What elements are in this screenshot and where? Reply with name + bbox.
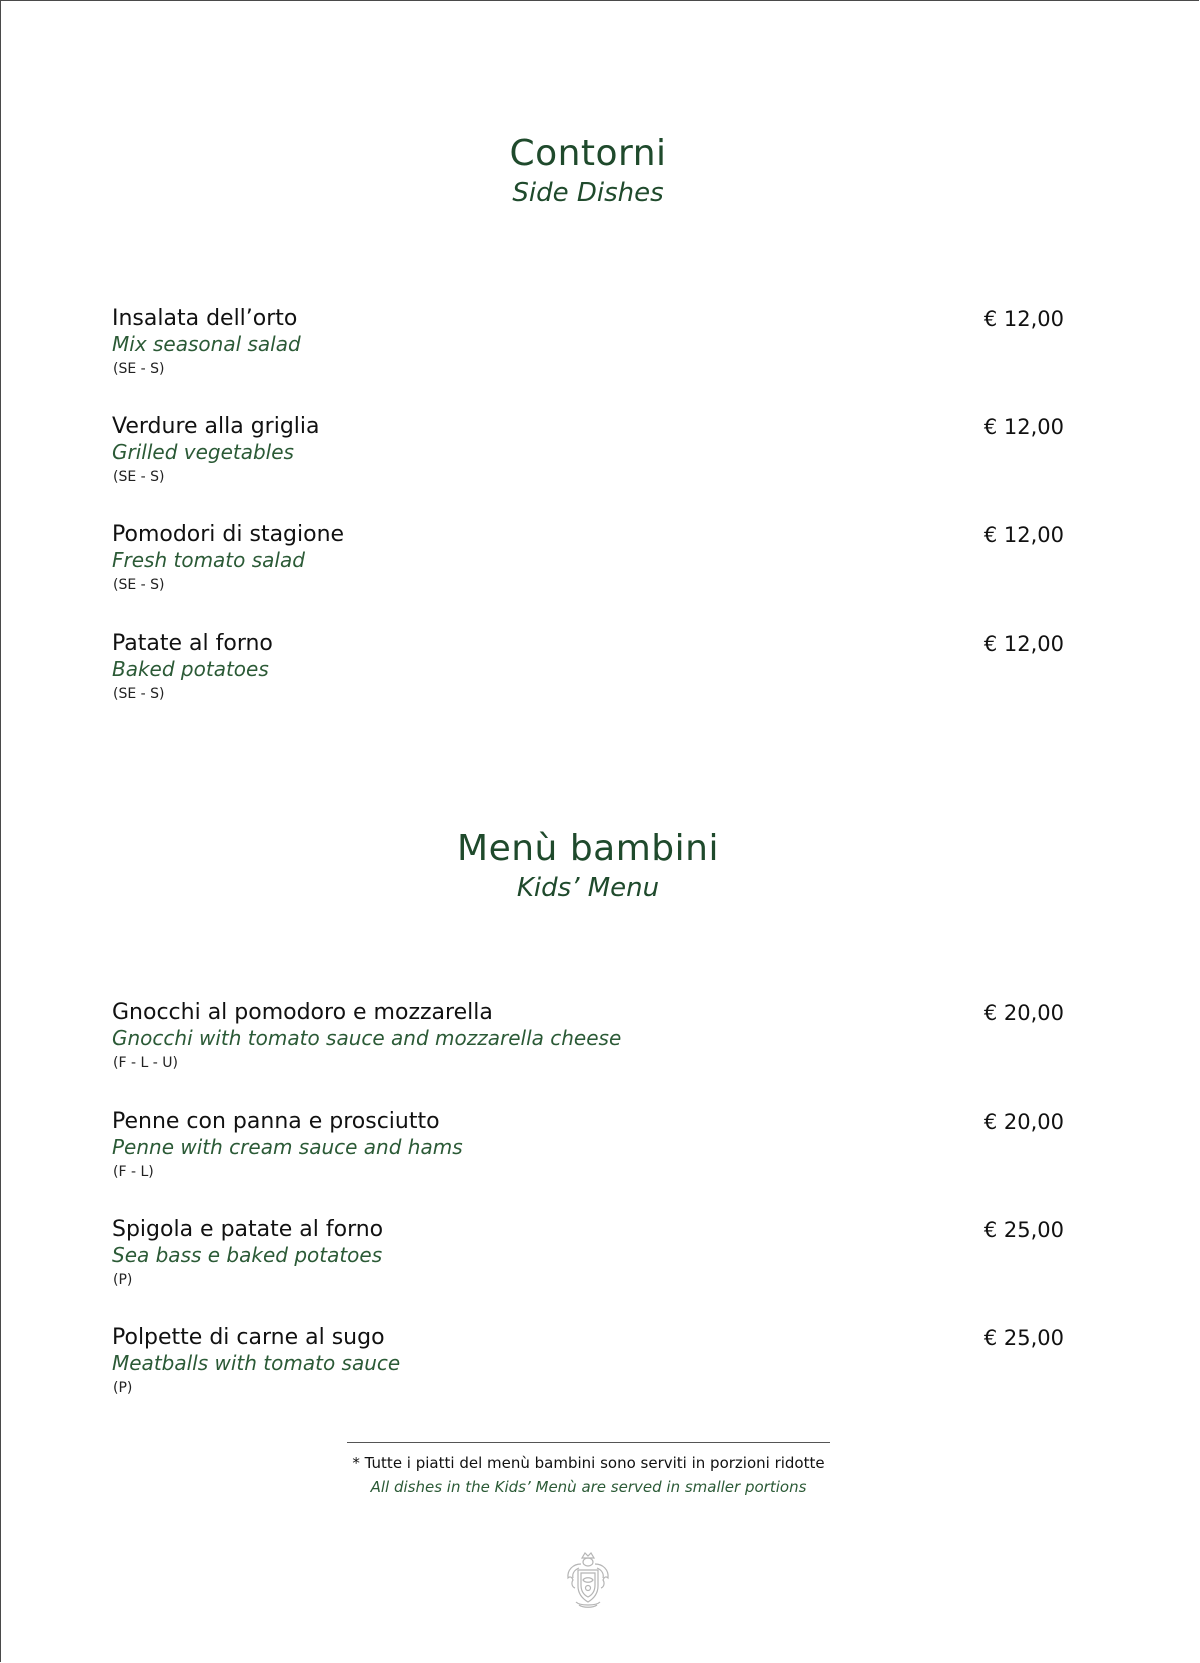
- item-translation: Meatballs with tomato sauce: [112, 1351, 401, 1375]
- item-price: € 20,00: [983, 1001, 1064, 1025]
- menu-item: [112, 1109, 1064, 1191]
- item-allergens: (F - L - U): [113, 1055, 178, 1071]
- item-name: Penne con panna e prosciutto: [112, 1109, 440, 1134]
- menu-item: [112, 631, 1064, 713]
- section-subtitle: Side Dishes: [512, 178, 664, 208]
- menu-item: [112, 522, 1064, 604]
- menu-item: [112, 1000, 1064, 1082]
- section-heading-bambini: [0, 828, 1176, 904]
- item-translation: Mix seasonal salad: [112, 332, 301, 356]
- item-name: Insalata dell’orto: [112, 306, 298, 331]
- item-translation: Grilled vegetables: [112, 440, 294, 464]
- item-price: € 12,00: [983, 307, 1064, 331]
- item-translation: Gnocchi with tomato sauce and mozzarella cheese: [112, 1026, 622, 1050]
- item-price: € 12,00: [983, 632, 1064, 656]
- item-allergens: (F - L): [113, 1164, 154, 1180]
- item-price: € 20,00: [983, 1110, 1064, 1134]
- footnote-italian: * Tutte i piatti del menù bambini sono serviti in porzioni ridotte: [352, 1454, 825, 1472]
- item-allergens: (SE - S): [113, 361, 165, 377]
- item-name: Pomodori di stagione: [112, 522, 345, 547]
- section-title: Menù bambini: [457, 828, 719, 869]
- item-name: Polpette di carne al sugo: [112, 1325, 385, 1350]
- item-translation: Fresh tomato salad: [112, 548, 305, 572]
- item-name: Patate al forno: [112, 631, 273, 656]
- item-allergens: (P): [113, 1380, 133, 1396]
- menu-item: [112, 1325, 1064, 1407]
- item-translation: Sea bass e baked potatoes: [112, 1243, 383, 1267]
- footnote-divider: [347, 1442, 830, 1443]
- section-heading-contorni: [0, 133, 1176, 209]
- item-name: Spigola e patate al forno: [112, 1217, 384, 1242]
- item-allergens: (SE - S): [113, 577, 165, 593]
- footnote-english: All dishes in the Kids’ Menù are served in smaller portions: [370, 1478, 807, 1496]
- menu-item: [112, 414, 1064, 496]
- item-allergens: (SE - S): [113, 469, 165, 485]
- heraldic-crest-icon: [561, 1550, 615, 1610]
- item-allergens: (SE - S): [113, 686, 165, 702]
- item-translation: Baked potatoes: [112, 657, 269, 681]
- item-translation: Penne with cream sauce and hams: [112, 1135, 463, 1159]
- item-name: Gnocchi al pomodoro e mozzarella: [112, 1000, 493, 1025]
- item-price: € 12,00: [983, 415, 1064, 439]
- item-price: € 25,00: [983, 1326, 1064, 1350]
- item-price: € 25,00: [983, 1218, 1064, 1242]
- item-name: Verdure alla griglia: [112, 414, 320, 439]
- section-subtitle: Kids’ Menu: [516, 873, 660, 903]
- item-price: € 12,00: [983, 523, 1064, 547]
- menu-item: [112, 306, 1064, 388]
- item-allergens: (P): [113, 1272, 133, 1288]
- menu-item: [112, 1217, 1064, 1299]
- section-title: Contorni: [509, 133, 667, 174]
